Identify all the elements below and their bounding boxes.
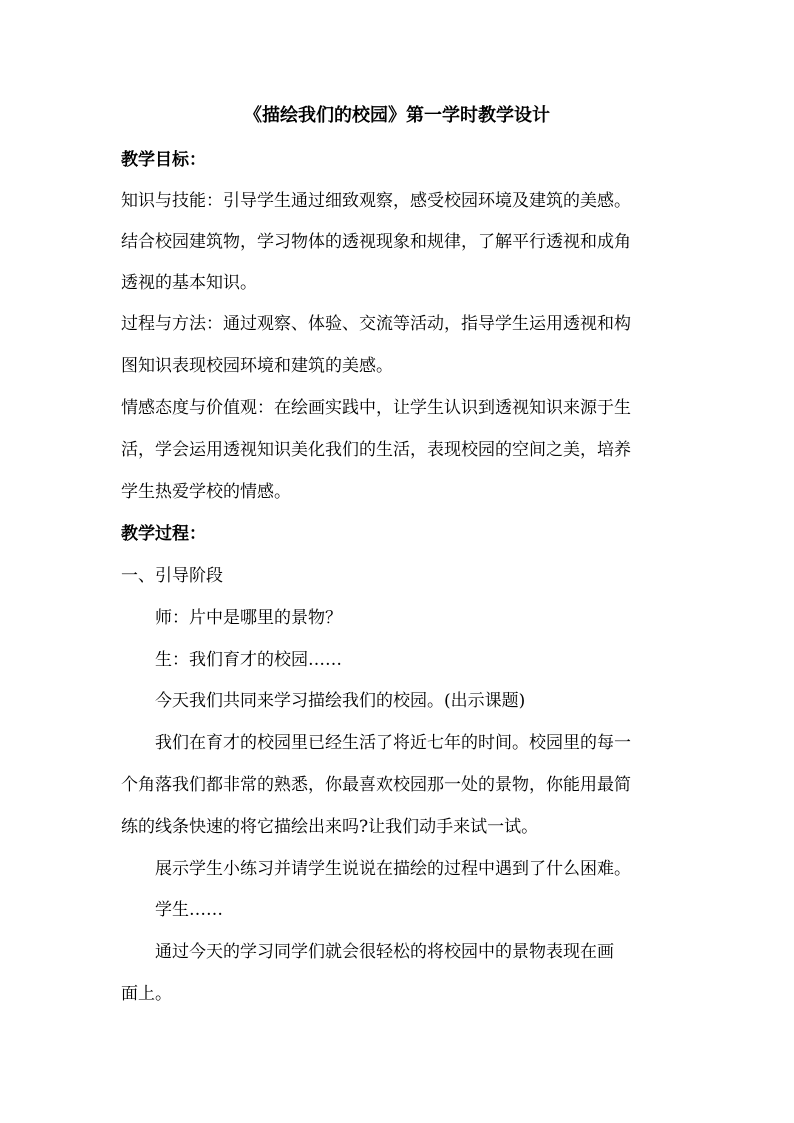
paragraph-line: 透视的基本知识。: [121, 273, 257, 293]
paragraph-line: 面上。: [121, 984, 172, 1004]
document-title: 《描绘我们的校园》第一学时教学设计: [244, 105, 550, 126]
paragraph-line: 个角落我们都非常的熟悉，你最喜欢校园那一处的景物，你能用最简: [121, 775, 631, 795]
paragraph-line: 今天我们共同来学习描绘我们的校园。(出示课题): [155, 691, 526, 711]
heading-teaching-process: 教学过程：: [121, 524, 206, 544]
paragraph-line: 结合校园建筑物，学习物体的透视现象和规律，了解平行透视和成角: [121, 232, 631, 252]
dialogue-line: 生：我们育才的校园……: [155, 650, 342, 670]
paragraph-line: 情感态度与价值观：在绘画实践中，让学生认识到透视知识来源于生: [121, 398, 631, 418]
paragraph-line: 学生热爱学校的情感。: [121, 482, 291, 502]
dialogue-line: 学生……: [155, 900, 223, 920]
paragraph-line: 图知识表现校园环境和建筑的美感。: [121, 356, 393, 376]
heading-teaching-goals: 教学目标：: [121, 150, 206, 170]
dialogue-line: 师：片中是哪里的景物？: [155, 608, 342, 628]
paragraph-line: 展示学生小练习并请学生说说在描绘的过程中遇到了什么困难。: [155, 859, 631, 879]
paragraph-line: 知识与技能：引导学生通过细致观察，感受校园环境及建筑的美感。: [121, 191, 631, 211]
paragraph-line: 我们在育才的校园里已经生活了将近七年的时间。校园里的每一: [155, 733, 631, 753]
section-heading: 一、引导阶段: [121, 566, 223, 586]
paragraph-line: 活，学会运用透视知识美化我们的生活，表现校园的空间之美，培养: [121, 440, 631, 460]
paragraph-line: 过程与方法：通过观察、体验、交流等活动，指导学生运用透视和构: [121, 314, 631, 334]
paragraph-line: 练的线条快速的将它描绘出来吗?让我们动手来试一试。: [121, 817, 539, 837]
paragraph-line: 通过今天的学习同学们就会很轻松的将校园中的景物表现在画: [155, 942, 614, 962]
